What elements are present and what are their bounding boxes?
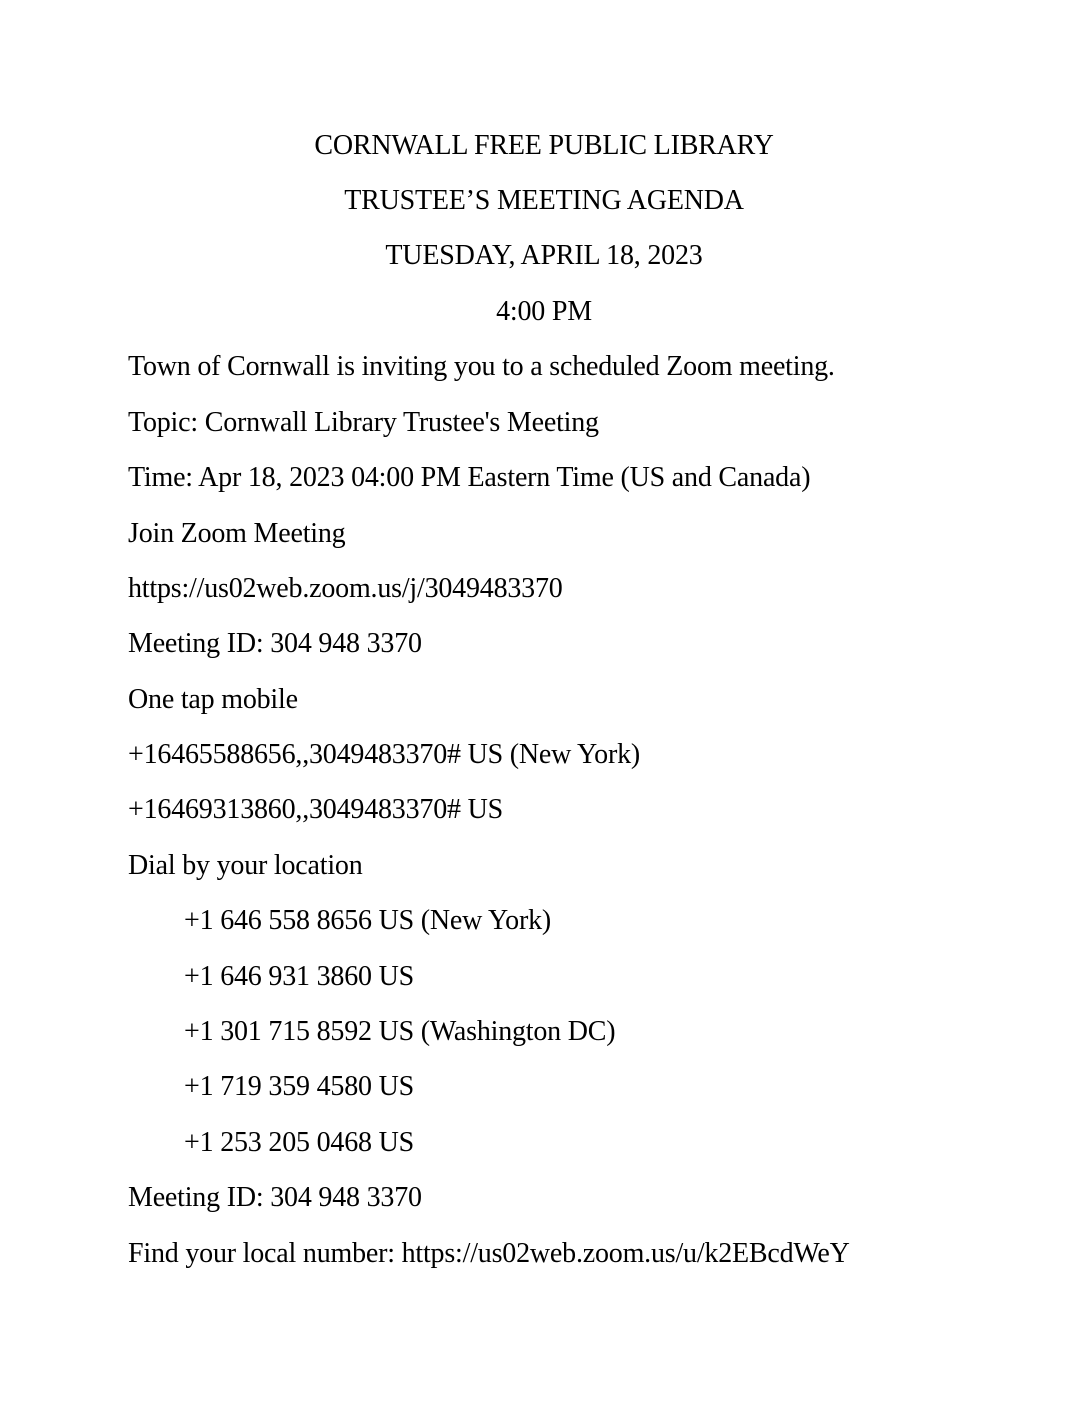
agenda-title: TRUSTEE’S MEETING AGENDA [344, 185, 744, 216]
join-link[interactable]: https://us02web.zoom.us/j/3049483370 [128, 573, 563, 604]
meeting-date: TUESDAY, APRIL 18, 2023 [385, 240, 703, 271]
dial-number: +1 301 715 8592 US (Washington DC) [184, 1016, 616, 1047]
organization-heading: CORNWALL FREE PUBLIC LIBRARY [314, 130, 774, 161]
dial-number: +1 719 359 4580 US [184, 1071, 414, 1102]
one-tap-number[interactable]: +16465588656,,3049483370# US (New York) [128, 739, 641, 770]
meeting-time: 4:00 PM [496, 296, 592, 327]
dial-number: +1 646 931 3860 US [184, 961, 414, 992]
dial-number: +1 646 558 8656 US (New York) [184, 905, 552, 936]
one-tap-heading: One tap mobile [128, 684, 298, 715]
invitation-text: Town of Cornwall is inviting you to a scheduled Zoom meeting. [128, 351, 835, 382]
dial-heading: Dial by your location [128, 850, 363, 881]
meeting-id: Meeting ID: 304 948 3370 [128, 628, 422, 659]
dial-number: +1 253 205 0468 US [184, 1127, 414, 1158]
time-line: Time: Apr 18, 2023 04:00 PM Eastern Time (US and Canada) [128, 462, 811, 493]
meeting-id-repeat: Meeting ID: 304 948 3370 [128, 1182, 422, 1213]
topic-line: Topic: Cornwall Library Trustee's Meeting [128, 407, 599, 438]
one-tap-number[interactable]: +16469313860,,3049483370# US [128, 794, 503, 825]
local-number-line[interactable]: Find your local number: https://us02web.zoom.us/u/k2EBcdWeY [128, 1238, 850, 1269]
join-heading: Join Zoom Meeting [128, 518, 346, 549]
